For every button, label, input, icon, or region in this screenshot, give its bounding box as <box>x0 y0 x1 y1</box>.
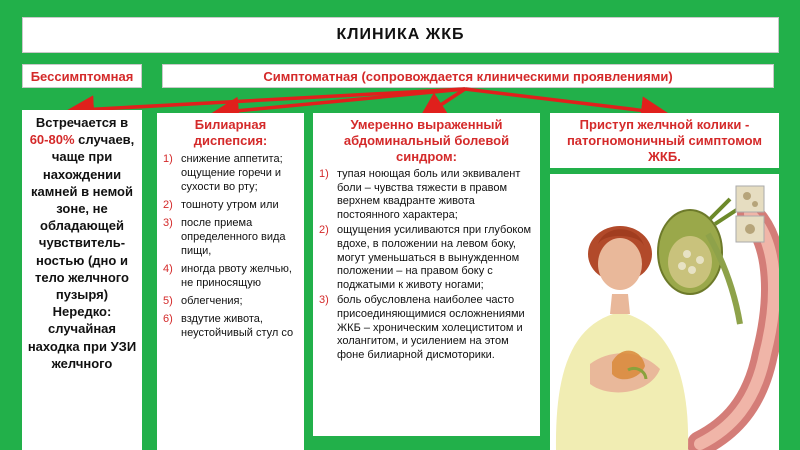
list-item <box>163 262 298 290</box>
list-item <box>163 294 298 308</box>
list-number: 2) <box>163 199 173 211</box>
list-text: иногда рвоту желчью, не приносящую <box>181 263 292 289</box>
biliary-dyspepsia-list <box>163 152 298 340</box>
asymptomatic-header <box>22 64 142 88</box>
list-item <box>319 294 534 362</box>
pain-syndrome-list <box>319 168 534 362</box>
list-number: 3) <box>163 217 173 229</box>
biliary-dyspepsia-card <box>157 113 304 450</box>
list-number: 3) <box>319 294 329 307</box>
list-item <box>163 152 298 194</box>
pain-syndrome-title: Умеренно выраженный абдоминальный болевой синдром: <box>343 117 510 164</box>
list-text: ощущения усиливаются при глубоком вдохе, в положении на левом боку, могут уменьшаться в вынужденном положении – на правом боку с поджатыми к животу ногами; <box>337 224 532 291</box>
list-text: вздутие живота, неустойчивый стул со <box>181 313 294 339</box>
list-text: боль обусловлена наиболее часто присоединяющимися осложнениями ЖКБ – хроническим холециститом и холангитом, и усилением на этом фоне билиарной дисмоторики. <box>337 294 525 361</box>
asymptomatic-percent: 60-80% <box>29 132 75 148</box>
list-number: 4) <box>163 263 173 275</box>
list-item <box>163 312 298 340</box>
list-item <box>163 216 298 258</box>
list-number: 1) <box>319 168 329 180</box>
biliary-dyspepsia-title: Билиарная диспепсия: <box>193 117 268 148</box>
list-number: 6) <box>163 313 173 325</box>
arrow-to-pain <box>430 89 465 112</box>
list-number: 1) <box>163 153 173 165</box>
page-title-text: КЛИНИКА ЖКБ <box>336 26 465 43</box>
list-number: 5) <box>163 295 173 307</box>
biliary-colic-title: Приступ желчной колики - патогномоничный симптомом ЖКБ. <box>566 117 763 164</box>
asymptomatic-header-label: Бессимптомная <box>30 69 134 84</box>
list-item <box>319 168 534 222</box>
pain-syndrome-card <box>313 113 540 436</box>
list-number: 2) <box>319 224 329 237</box>
asymptomatic-description <box>22 110 142 450</box>
list-item <box>163 198 298 212</box>
arrow-to-asymptomatic <box>80 89 465 110</box>
arrow-to-biliary <box>225 89 465 112</box>
symptomatic-header-label: Симптоматная (сопровождается клиническими проявлениями) <box>263 68 673 84</box>
list-text: тошноту утром или <box>181 199 279 211</box>
asymptomatic-text-part2: случаев, чаще при нахождении камней в немой зоне, не обладающей чувствитель-ностью (дно и тело желчного пузыря) Нередко: случайная находка при УЗИ желчного <box>27 132 137 371</box>
symptomatic-header <box>162 64 774 88</box>
list-text: после приема определенного вида пищи, <box>181 217 286 257</box>
list-text: снижение аппетита; ощущение горечи и сухости во рту; <box>181 153 283 193</box>
page-title <box>22 17 779 53</box>
patient-with-gallbladder-icon <box>550 174 779 450</box>
arrow-to-colic <box>465 89 655 112</box>
biliary-colic-card <box>550 113 779 168</box>
patient-illustration <box>550 174 779 450</box>
list-text: тупая ноющая боль или эквивалент боли – чувства тяжести в правом верхнем квадранте живота постоянного характера; <box>337 168 521 221</box>
list-text: облегчения; <box>181 295 243 307</box>
list-item <box>319 224 534 292</box>
asymptomatic-text-part1: Встречается в <box>35 115 129 130</box>
